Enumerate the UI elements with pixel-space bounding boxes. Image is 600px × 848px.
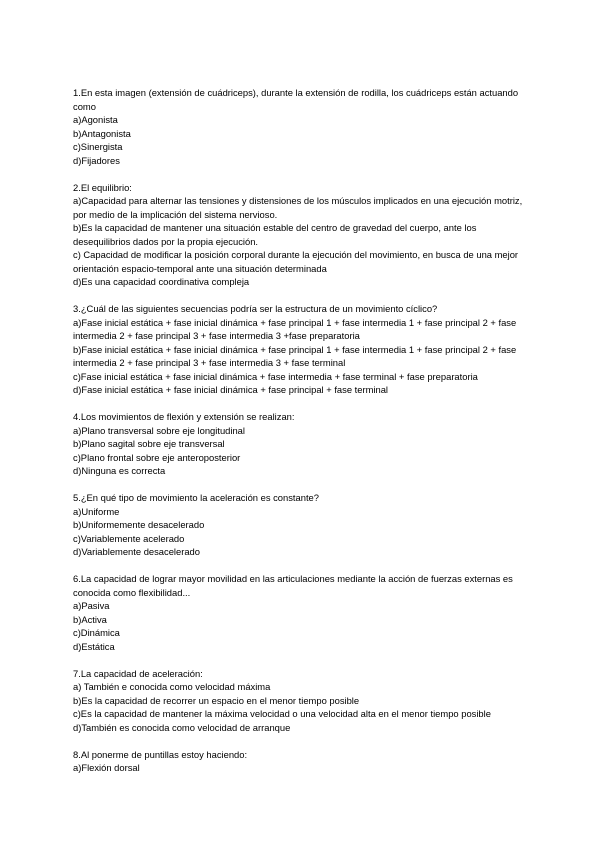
question-text: 1.En esta imagen (extensión de cuádriceps), durante la extensión de rodilla, los cuádriceps están actuando como bbox=[73, 87, 519, 112]
question-5 bbox=[73, 491, 533, 559]
question-3 bbox=[73, 302, 533, 397]
question-8 bbox=[73, 748, 533, 775]
answer-option: c)Plano frontal sobre eje anteroposterior bbox=[73, 451, 241, 463]
answer-option: d)También es conocida como velocidad de arranque bbox=[73, 721, 291, 733]
answer-option: c) Capacidad de modificar la posición corporal durante la ejecución del movimiento, en busca de una mejor orientación espacio-temporal ante una situación determinada bbox=[73, 249, 519, 274]
answer-option: a)Fase inicial estática + fase inicial dinámica + fase principal 1 + fase intermedia 1 + fase principal 2 + fase intermedia 2 + fase principal 3 + fase intermedia 3 +fase preparatoria bbox=[73, 316, 517, 341]
question-text: 6.La capacidad de lograr mayor movilidad en las articulaciones mediante la acción de fuerzas externas es conocida como flexibilidad... bbox=[73, 573, 513, 598]
question-1 bbox=[73, 86, 533, 167]
question-text: 8.Al ponerme de puntillas estoy haciendo: bbox=[73, 748, 248, 760]
question-text: 4.Los movimientos de flexión y extensión se realizan: bbox=[73, 411, 295, 422]
answer-option: a) También e conocida como velocidad máxima bbox=[73, 681, 271, 692]
answer-option: b)Antagonista bbox=[73, 127, 131, 139]
answer-option: d)Estática bbox=[73, 640, 115, 652]
answer-option: a)Capacidad para alternar las tensiones y distensiones de los músculos implicados en una ejecución motriz, por medio de la implicación del sistema nervioso. bbox=[73, 195, 523, 220]
question-text: 7.La capacidad de aceleración: bbox=[73, 667, 203, 679]
answer-option: c)Fase inicial estática + fase inicial dinámica + fase intermedia + fase terminal + fase preparatoria bbox=[73, 370, 478, 382]
answer-option: d)Fijadores bbox=[73, 154, 120, 166]
answer-option: b)Uniformemente desacelerado bbox=[73, 519, 205, 530]
answer-option: c)Dinámica bbox=[73, 627, 120, 638]
answer-option: b)Plano sagital sobre eje transversal bbox=[73, 438, 225, 449]
answer-option: c)Es la capacidad de mantener la máxima velocidad o una velocidad alta en el menor tiempo posible bbox=[73, 708, 491, 719]
answer-option: a)Flexión dorsal bbox=[73, 762, 140, 773]
answer-option: a)Agonista bbox=[73, 114, 118, 125]
answer-option: d)Ninguna es correcta bbox=[73, 465, 166, 476]
answer-option: b)Fase inicial estática + fase inicial dinámica + fase principal 1 + fase intermedia 1 + fase principal 2 + fase intermedia 2 + fase principal 3 + fase intermedia 3 + fase terminal bbox=[73, 343, 517, 368]
question-text: 3.¿Cuál de las siguientes secuencias podría ser la estructura de un movimiento cíclico? bbox=[73, 303, 438, 314]
answer-option: b)Es la capacidad de mantener una situación estable del centro de gravedad del cuerpo, ante los desequilibrios dados por la propia ejecución. bbox=[73, 222, 477, 247]
question-7 bbox=[73, 667, 533, 735]
answer-option: a)Pasiva bbox=[73, 600, 110, 611]
answer-option: a)Uniforme bbox=[73, 505, 120, 517]
question-2 bbox=[73, 181, 533, 289]
question-text: 2.El equilibrio: bbox=[73, 181, 132, 193]
answer-option: b)Es la capacidad de recorrer un espacio en el menor tiempo posible bbox=[73, 694, 360, 706]
question-6 bbox=[73, 572, 533, 653]
document-page bbox=[73, 86, 533, 788]
question-4 bbox=[73, 410, 533, 478]
answer-option: a)Plano transversal sobre eje longitudinal bbox=[73, 424, 245, 436]
answer-option: d)Variablemente desacelerado bbox=[73, 546, 200, 557]
answer-option: d)Es una capacidad coordinativa compleja bbox=[73, 276, 250, 287]
answer-option: d)Fase inicial estática + fase inicial dinámica + fase principal + fase terminal bbox=[73, 384, 388, 395]
answer-option: c)Variablemente acelerado bbox=[73, 532, 185, 544]
question-text: 5.¿En qué tipo de movimiento la aceleración es constante? bbox=[73, 492, 319, 503]
answer-option: b)Activa bbox=[73, 613, 107, 625]
answer-option: c)Sinergista bbox=[73, 141, 123, 152]
